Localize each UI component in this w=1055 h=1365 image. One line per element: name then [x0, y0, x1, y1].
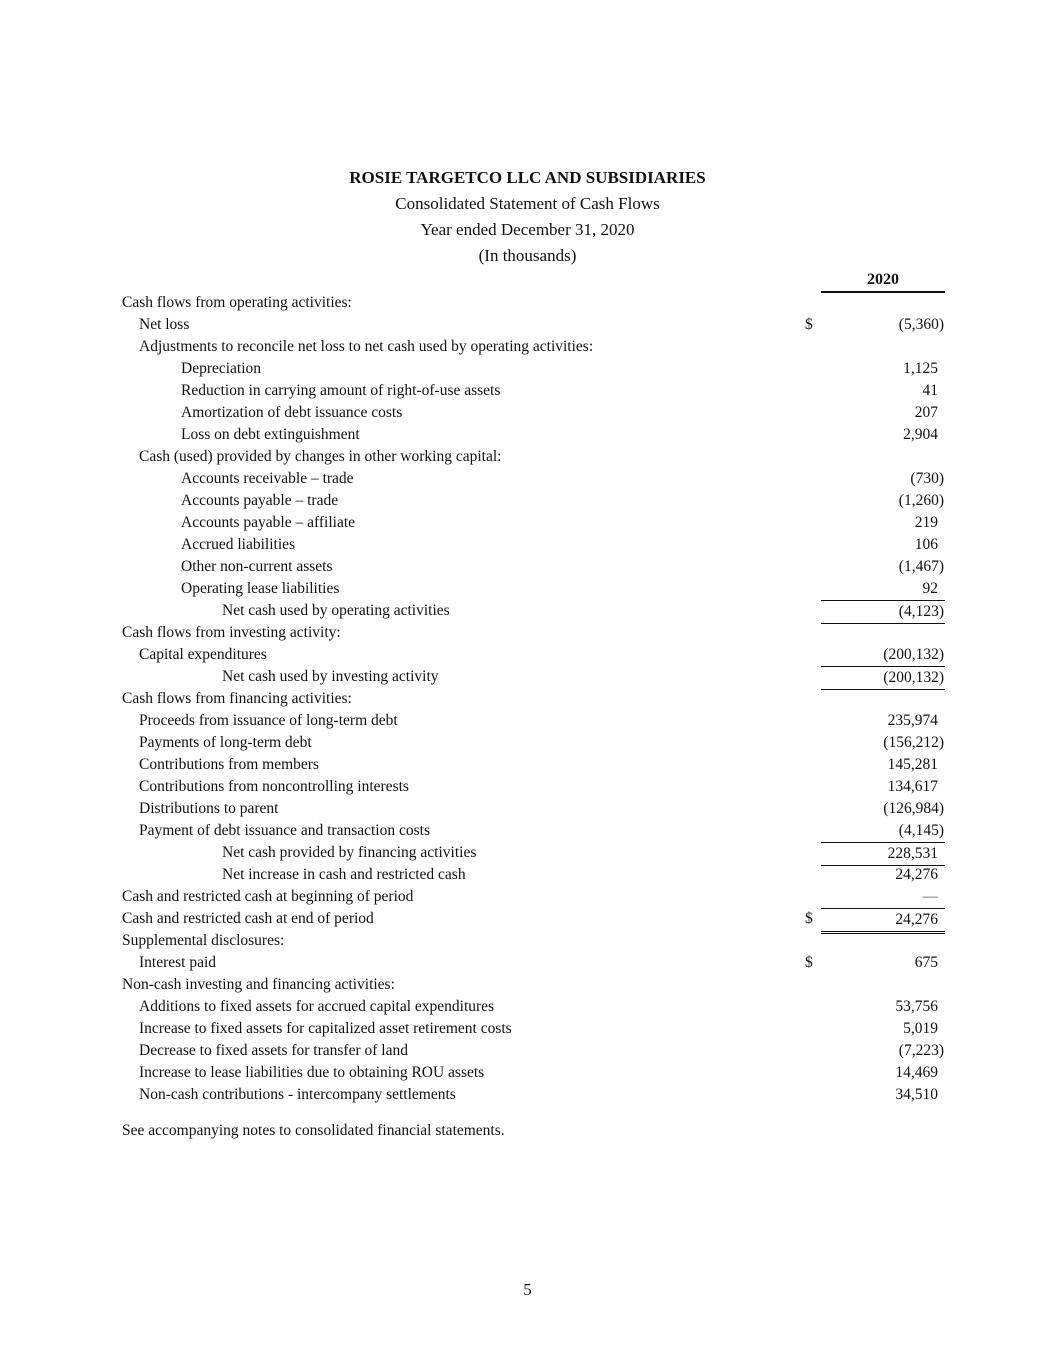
- row-amount: (1,467): [898, 558, 944, 575]
- column-header-year: 2020: [821, 269, 945, 293]
- section-heading-row: [0, 688, 1055, 710]
- table-row: [0, 1040, 1055, 1062]
- row-label: Payments of long-term debt: [139, 734, 312, 751]
- table-row: [0, 710, 1055, 732]
- page-number: 5: [523, 1280, 532, 1299]
- row-label: Cash and restricted cash at beginning of period: [122, 888, 414, 905]
- row-amount: (1,260): [898, 492, 944, 509]
- footnote: See accompanying notes to consolidated financial statements.: [122, 1122, 505, 1139]
- section-heading-row: [0, 930, 1055, 952]
- row-amount: (4,123): [821, 600, 945, 624]
- statement-units: (In thousands): [478, 246, 577, 265]
- row-label: Loss on debt extinguishment: [181, 426, 360, 443]
- company-name: ROSIE TARGETCO LLC AND SUBSIDIARIES: [349, 168, 706, 187]
- row-label: Contributions from members: [139, 756, 319, 773]
- row-amount: 207: [914, 404, 938, 421]
- row-amount: 24,276: [821, 908, 945, 934]
- table-row: [0, 1062, 1055, 1084]
- row-amount: 675: [914, 954, 938, 971]
- row-label: Interest paid: [139, 954, 217, 971]
- table-row: [0, 424, 1055, 446]
- currency-symbol: $: [805, 316, 813, 333]
- row-label: Operating lease liabilities: [181, 580, 340, 597]
- row-amount: 235,974: [887, 712, 938, 729]
- section-heading-row: [0, 292, 1055, 314]
- table-row: [0, 1084, 1055, 1106]
- table-row: [0, 644, 1055, 666]
- row-label: Accrued liabilities: [181, 536, 296, 553]
- table-row: [0, 886, 1055, 908]
- row-label: Accounts receivable – trade: [181, 470, 354, 487]
- row-amount: 14,469: [895, 1064, 938, 1081]
- row-amount: 228,531: [821, 842, 945, 866]
- row-amount: (200,132): [821, 666, 945, 690]
- row-label: Other non-current assets: [181, 558, 333, 575]
- row-amount: (730): [910, 470, 944, 487]
- row-label: Net increase in cash and restricted cash: [222, 866, 466, 883]
- row-label: Depreciation: [181, 360, 262, 377]
- table-row: [0, 1018, 1055, 1040]
- statement-period: Year ended December 31, 2020: [420, 220, 635, 239]
- table-row: [0, 314, 1055, 336]
- table-row: [0, 776, 1055, 798]
- section-heading-row: [0, 336, 1055, 358]
- row-amount: (7,223): [898, 1042, 944, 1059]
- row-label: Cash flows from financing activities:: [122, 690, 352, 707]
- row-amount: 24,276: [895, 866, 938, 883]
- row-amount: 1,125: [903, 360, 938, 377]
- table-row: [0, 358, 1055, 380]
- table-row: [0, 732, 1055, 754]
- row-amount: 92: [922, 580, 938, 597]
- row-label: Net cash used by operating activities: [222, 602, 450, 619]
- row-label: Increase to fixed assets for capitalized asset retirement costs: [139, 1020, 512, 1037]
- table-row: [0, 490, 1055, 512]
- row-label: Cash and restricted cash at end of period: [122, 910, 374, 927]
- section-heading-row: [0, 446, 1055, 468]
- table-row: [0, 820, 1055, 842]
- row-amount: (5,360): [898, 316, 944, 333]
- row-label: Increase to lease liabilities due to obtaining ROU assets: [139, 1064, 485, 1081]
- row-label: Accounts payable – affiliate: [181, 514, 356, 531]
- currency-symbol: $: [805, 910, 813, 927]
- row-amount: 106: [914, 536, 938, 553]
- table-row: [0, 798, 1055, 820]
- row-label: Amortization of debt issuance costs: [181, 404, 403, 421]
- row-amount: 53,756: [895, 998, 938, 1015]
- row-amount: 34,510: [895, 1086, 938, 1103]
- table-row: [0, 996, 1055, 1018]
- table-row: [0, 556, 1055, 578]
- row-amount: (4,145): [898, 822, 944, 839]
- row-amount: (126,984): [883, 800, 944, 817]
- row-amount: 2,904: [903, 426, 938, 443]
- row-label: Proceeds from issuance of long-term debt: [139, 712, 398, 729]
- table-row: [0, 666, 1055, 688]
- table-row: [0, 908, 1055, 930]
- table-row: [0, 380, 1055, 402]
- row-label: Additions to fixed assets for accrued capital expenditures: [139, 998, 495, 1015]
- row-label: Capital expenditures: [139, 646, 267, 663]
- table-row: [0, 512, 1055, 534]
- row-label: Cash flows from operating activities:: [122, 294, 352, 311]
- section-heading-row: [0, 622, 1055, 644]
- table-row: [0, 534, 1055, 556]
- row-label: Decrease to fixed assets for transfer of land: [139, 1042, 408, 1059]
- row-amount: 145,281: [887, 756, 938, 773]
- table-row: [0, 468, 1055, 490]
- row-amount: 219: [914, 514, 938, 531]
- table-row: [0, 864, 1055, 886]
- row-label: Payment of debt issuance and transaction costs: [139, 822, 430, 839]
- table-row: [0, 952, 1055, 974]
- table-row: [0, 600, 1055, 622]
- row-label: Reduction in carrying amount of right-of-use assets: [181, 382, 501, 399]
- row-label: Non-cash investing and financing activities:: [122, 976, 395, 993]
- row-label: Cash flows from investing activity:: [122, 624, 341, 641]
- table-row: [0, 578, 1055, 600]
- cash-flow-table: [0, 292, 1055, 1106]
- statement-header: [0, 165, 1055, 269]
- row-amount: 41: [922, 382, 938, 399]
- row-amount: (200,132): [883, 646, 944, 663]
- row-label: Accounts payable – trade: [181, 492, 339, 509]
- row-label: Net cash used by investing activity: [222, 668, 439, 685]
- row-amount: 5,019: [903, 1020, 938, 1037]
- statement-title: Consolidated Statement of Cash Flows: [395, 194, 660, 213]
- row-label: Contributions from noncontrolling interests: [139, 778, 409, 795]
- row-label: Non-cash contributions - intercompany settlements: [139, 1086, 456, 1103]
- table-row: [0, 402, 1055, 424]
- currency-symbol: $: [805, 954, 813, 971]
- row-label: Supplemental disclosures:: [122, 932, 285, 949]
- table-row: [0, 754, 1055, 776]
- row-amount: —: [922, 888, 938, 905]
- table-row: [0, 842, 1055, 864]
- row-label: Distributions to parent: [139, 800, 279, 817]
- row-label: Cash (used) provided by changes in other working capital:: [139, 448, 502, 465]
- row-amount: 134,617: [887, 778, 938, 795]
- row-label: Net loss: [139, 316, 190, 333]
- row-label: Net cash provided by financing activities: [222, 844, 477, 861]
- section-heading-row: [0, 974, 1055, 996]
- row-label: Adjustments to reconcile net loss to net cash used by operating activities:: [139, 338, 594, 355]
- row-amount: (156,212): [883, 734, 944, 751]
